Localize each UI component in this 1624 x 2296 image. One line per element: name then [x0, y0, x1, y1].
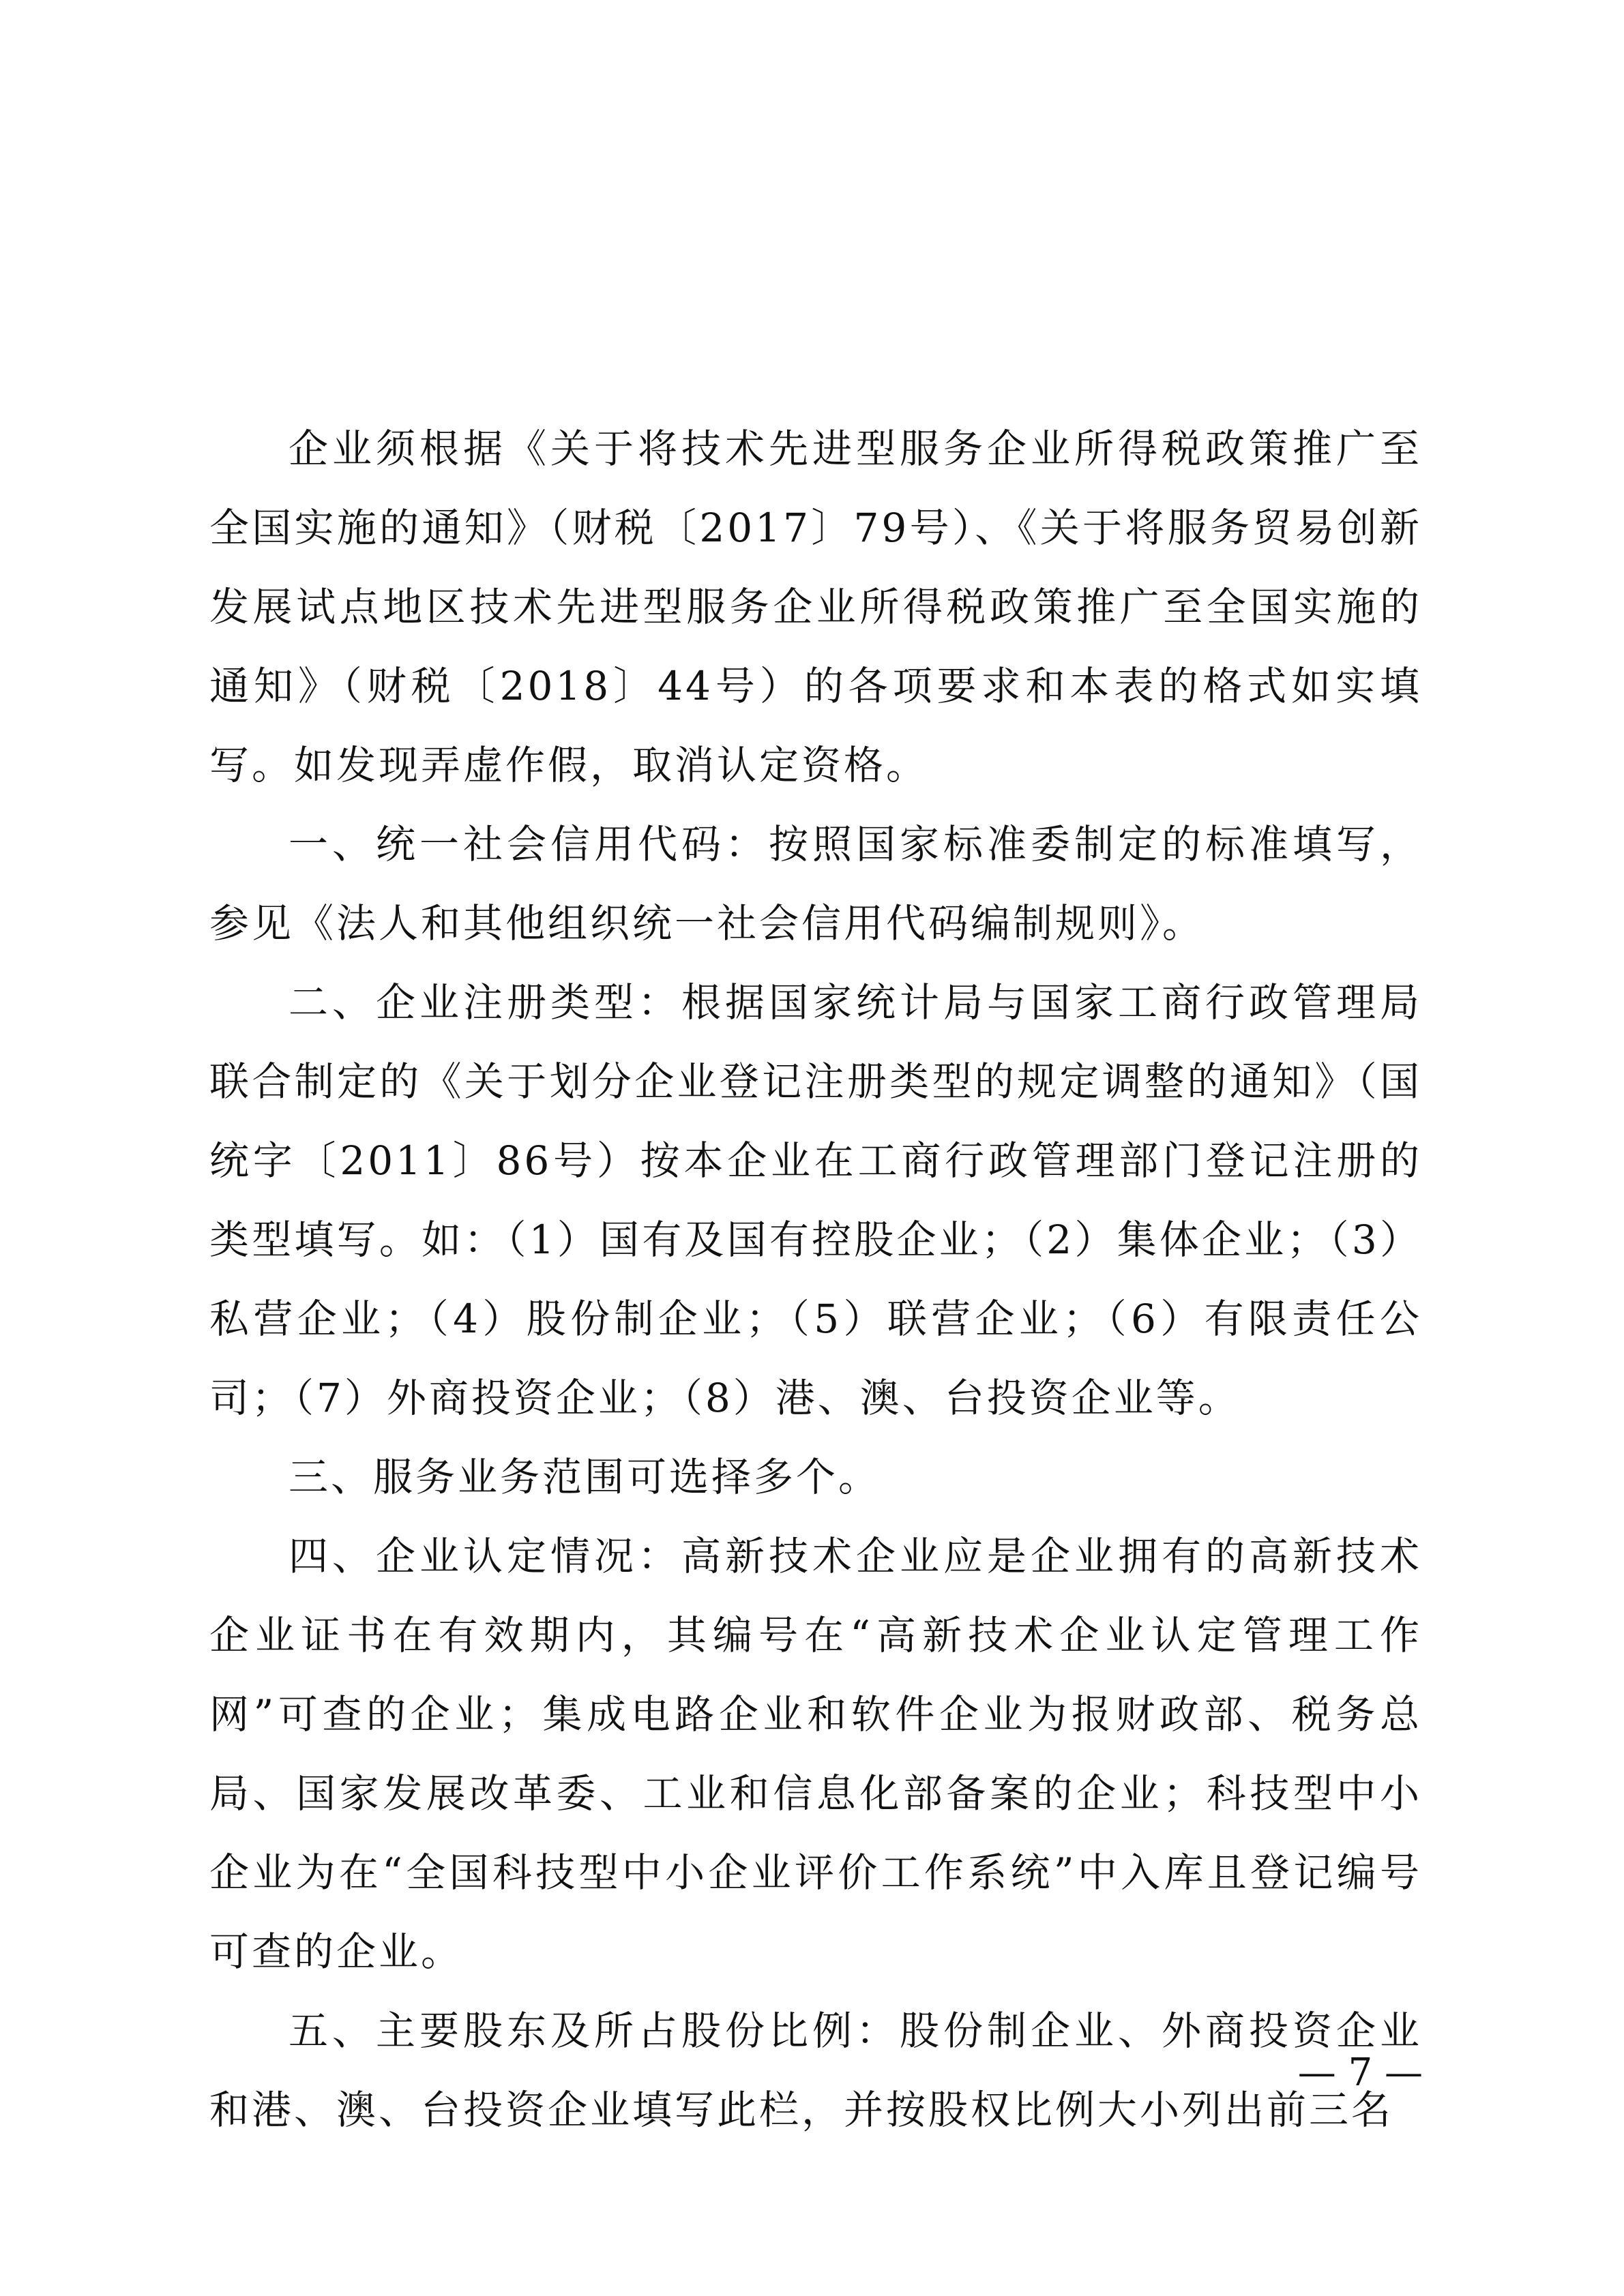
paragraph-enterprise-certification: 四、企业认定情况：高新技术企业应是企业拥有的高新技术企业证书在有效期内，其编号在“高新技术企业认定管理工作网”可查的企业；集成电路企业和软件企业为报财政部、税务总局、国家发展改革委、工业和信息化部备案的企业；科技型中小企业为在“全国科技型中小企业评价工作系统”中入库且登记编号可查的企业。: [209, 1533, 1422, 1975]
paragraph-shareholders: 五、主要股东及所占股份比例：股份制企业、外商投资企业和港、澳、台投资企业填写此栏，并按股权比例大小列出前三名: [209, 2008, 1422, 2133]
paragraph-service-scope: 三、服务业务范围可选择多个。: [289, 1454, 881, 1500]
paragraph-intro: 企业须根据《关于将技术先进型服务企业所得税政策推广至全国实施的通知》（财税〔2017〕79号）、《关于将服务贸易创新发展试点地区技术先进型服务企业所得税政策推广至全国实施的通知》（财税〔2018〕44号）的各项要求和本表的格式如实填写。如发现弄虚作假，取消认定资格。: [209, 426, 1422, 788]
paragraph-registration-type: 二、企业注册类型：根据国家统计局与国家工商行政管理局联合制定的《关于划分企业登记注册类型的规定调整的通知》（国统字〔2011〕86号）按本企业在工商行政管理部门登记注册的类型填写。如：（1）国有及国有控股企业；（2）集体企业；（3）私营企业；（4）股份制企业；（5）联营企业；（6）有限责任公司；（7）外商投资企业；（8）港、澳、台投资企业等。: [209, 979, 1422, 1421]
document-body: [209, 409, 1422, 2149]
page-number: — 7 —: [1297, 2051, 1423, 2095]
paragraph-credit-code: 一、统一社会信用代码：按照国家标准委制定的标准填写，参见《法人和其他组织统一社会信用代码编制规则》。: [209, 821, 1422, 946]
